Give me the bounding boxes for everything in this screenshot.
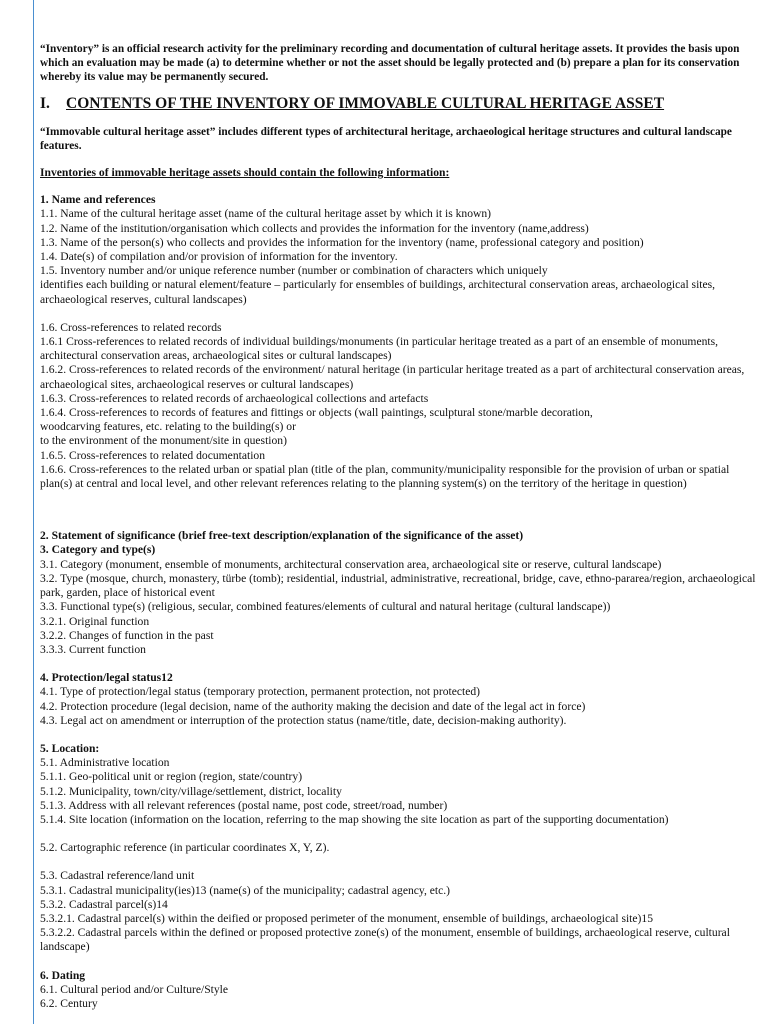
- section-heading: [40, 95, 768, 113]
- s2-heading: 2. Statement of significance (brief free-text description/explanation of the significance of the asset): [40, 529, 524, 543]
- list-item: 5.3.2.2. Cadastral parcels within the defined or proposed protective zone(s) of the monument, ensemble of buildings, archaeological reserve, cultural: [40, 926, 730, 940]
- list-item: architectural conservation areas, archaeological sites or cultural landscapes): [40, 349, 392, 363]
- list-item: 4.2. Protection procedure (legal decision, name of the authority making the decision and date of the legal act in force): [40, 699, 586, 713]
- list-item: 3.3. Functional type(s) (religious, secular, combined features/elements of cultural and natural heritage (cultural landscape)): [40, 600, 611, 614]
- s3-heading: 3. Category and type(s): [40, 543, 156, 557]
- list-item: 5.3. Cadastral reference/land unit: [40, 869, 195, 883]
- section-number: I.: [40, 94, 50, 112]
- list-item: 1.5. Inventory number and/or unique reference number (number or combination of characters which uniquely: [40, 264, 548, 278]
- page-margin-line: [33, 0, 34, 1024]
- list-item: 6.2. Century: [40, 996, 98, 1010]
- list-item: 1.4. Date(s) of compilation and/or provision of information for the inventory.: [40, 250, 398, 264]
- intro-paragraph: “Inventory” is an official research activity for the preliminary recording and documentation of cultural heritage assets. It provides the basis upon which an evaluation may be made (a) to determine whether or not the asset should be legally protected and (b) prepare a plan for its conservation whereby its value may be permanently secured.: [40, 43, 740, 84]
- list-item: 3.2.2. Changes of function in the past: [40, 628, 214, 642]
- list-item: archaeological reserves, cultural landscapes): [40, 292, 247, 306]
- list-item: 1.6.1 Cross-references to related records of individual buildings/monuments (in particular heritage treated as a part of an ensemble of monuments,: [40, 335, 719, 349]
- document-page: [40, 42, 768, 1011]
- list-item: 1.6.4. Cross-references to records of features and fittings or objects (wall paintings, sculptural stone/marble decoration,: [40, 406, 593, 420]
- list-item: 1.6.2. Cross-references to related records of the environment/ natural heritage (in particular heritage treated as a part of architectural conservation areas,: [40, 363, 745, 377]
- s5-heading: 5. Location:: [40, 741, 100, 755]
- list-item: 1.6.3. Cross-references to related records of archaeological collections and artefacts: [40, 391, 429, 405]
- list-item: 3.2. Type (mosque, church, monastery, türbe (tomb); residential, industrial, administrative, recreational, bridge, cave, ethno-pararea/region, archaeological: [40, 571, 756, 585]
- list-item: 1.6.6. Cross-references to the related urban or spatial plan (title of the plan, community/municipality responsible for the provision of urban or spatial: [40, 462, 730, 476]
- list-item: 3.3.3. Current function: [40, 642, 146, 656]
- s6-heading: 6. Dating: [40, 968, 86, 982]
- list-item: 5.3.1. Cadastral municipality(ies)13 (name(s) of the municipality; cadastral agency, etc.): [40, 883, 451, 897]
- list-item: 5.1. Administrative location: [40, 756, 170, 770]
- list-item: archaeological sites, archaeological reserves or cultural landscapes): [40, 377, 354, 391]
- list-item: 6.1. Cultural period and/or Culture/Style: [40, 982, 229, 996]
- list-item: 5.1.2. Municipality, town/city/village/settlement, district, locality: [40, 784, 342, 798]
- list-item: to the environment of the monument/site in question): [40, 434, 287, 448]
- list-item: 3.1. Category (monument, ensemble of monuments, architectural conservation area, archaeological site or reserve, cultural landscape): [40, 557, 662, 571]
- list-item: 3.2.1. Original function: [40, 614, 150, 628]
- list-item: 1.2. Name of the institution/organisation which collects and provides the information for the inventory (name,address): [40, 221, 589, 235]
- list-item: woodcarving features, etc. relating to the building(s) or: [40, 420, 296, 434]
- definition-paragraph: “Immovable cultural heritage asset” includes different types of architectural heritage, archaeological heritage structures and cultural landscape features.: [40, 125, 732, 152]
- list-item: 5.3.2. Cadastral parcel(s)14: [40, 897, 168, 911]
- list-item: 5.1.3. Address with all relevant references (postal name, post code, street/road, number): [40, 798, 448, 812]
- s1-heading: 1. Name and references: [40, 193, 156, 207]
- list-item: 5.1.1. Geo-political unit or region (region, state/country): [40, 770, 303, 784]
- list-item: identifies each building or natural element/feature – particularly for ensembles of buildings, architectural conservation areas, archaeological sites,: [40, 278, 716, 292]
- list-item: 5.1.4. Site location (information on the location, referring to the map showing the site location as part of the supporting documentation): [40, 812, 669, 826]
- list-item: 5.2. Cartographic reference (in particular coordinates X, Y, Z).: [40, 841, 330, 855]
- list-item: plan(s) at central and local level, and other relevant references relating to the planning system(s) on the territory of the heritage in question): [40, 477, 687, 491]
- inventories-heading: Inventories of immovable heritage assets should contain the following information:: [40, 166, 450, 180]
- list-item: 4.3. Legal act on amendment or interruption of the protection status (name/title, date, decision-making authority).: [40, 713, 567, 727]
- list-item: 1.1. Name of the cultural heritage asset (name of the cultural heritage asset by which it is known): [40, 207, 492, 221]
- list-item: 4.1. Type of protection/legal status (temporary protection, permanent protection, not protected): [40, 685, 481, 699]
- s4-heading: 4. Protection/legal status12: [40, 671, 173, 685]
- list-item: 5.3.2.1. Cadastral parcel(s) within the deified or proposed perimeter of the monument, ensemble of buildings, archaeological site)15: [40, 911, 653, 925]
- section-title: CONTENTS OF THE INVENTORY OF IMMOVABLE CULTURAL HERITAGE ASSET: [66, 94, 665, 112]
- list-item: 1.6.5. Cross-references to related documentation: [40, 448, 266, 462]
- list-item: park, garden, place of historical event: [40, 586, 215, 600]
- list-item: landscape): [40, 940, 90, 954]
- list-item: 1.3. Name of the person(s) who collects and provides the information for the inventory (name, professional category and position): [40, 235, 644, 249]
- list-item: 1.6. Cross-references to related records: [40, 320, 222, 334]
